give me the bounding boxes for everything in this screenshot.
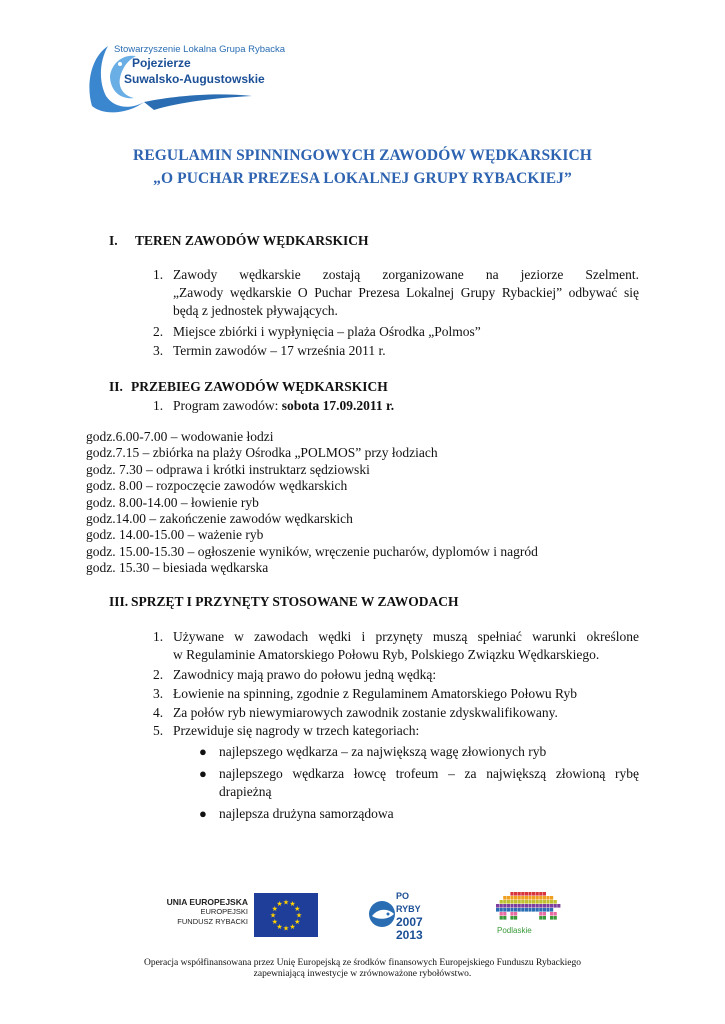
bison-tile (554, 912, 557, 916)
bison-tile (514, 892, 517, 896)
bison-tile (546, 900, 549, 904)
eu-star-icon: ★ (269, 911, 277, 920)
bison-tile (528, 904, 531, 908)
bullet-text: drapieżną (219, 784, 272, 799)
bison-tile (539, 916, 542, 920)
list-text: Za połów ryb niewymiarowych zawodnik zostanie zdyskwalifikowany. (173, 705, 558, 720)
bison-tile (554, 916, 557, 920)
list-text: Używane w zawodach wędki i przynęty muszą spełniać warunki określone (173, 629, 639, 644)
bison-tile (500, 900, 503, 904)
bullet-text: najlepszego wędkarza łowcę trofeum – za największą złowioną rybę (219, 766, 639, 781)
bison-tile (539, 892, 542, 896)
bison-tile (543, 892, 546, 896)
logo-org-text: Stowarzyszenie Lokalna Grupa Rybacka (114, 44, 286, 55)
eu-title: UNIA EUROPEJSKA (166, 897, 248, 907)
eu-flag-icon (254, 893, 318, 937)
list-number: 4. (153, 705, 164, 720)
bison-tile (521, 904, 524, 908)
bison-tile (500, 912, 503, 916)
bison-tile (510, 912, 513, 916)
bison-tile (525, 892, 528, 896)
bullet-icon: ● (199, 806, 207, 821)
document-title-line2: „O PUCHAR PREZESA LOKALNEJ GRUPY RYBACKIEJ” (153, 170, 572, 187)
schedule-item: godz. 15.00-15.30 – ogłoszenie wyników, wręczenie pucharów, dyplomów i nagród (86, 543, 538, 559)
section-1-title: TEREN ZAWODÓW WĘDKARSKICH (135, 233, 369, 248)
eu-star-icon: ★ (289, 900, 296, 909)
bison-tile (496, 904, 499, 908)
bison-tile (550, 904, 553, 908)
bison-tile (518, 900, 521, 904)
bison-tile (507, 896, 510, 900)
bison-tile (510, 892, 513, 896)
document-title-line1: REGULAMIN SPINNINGOWYCH ZAWODÓW WĘDKARSKICH (133, 147, 592, 164)
bison-tile (514, 896, 517, 900)
ryby-year-start: 2007 (396, 915, 423, 929)
bison-tile (557, 904, 560, 908)
schedule-item: godz.14.00 – zakończenie zawodów wędkarskich (86, 511, 353, 527)
bison-tile (521, 900, 524, 904)
schedule-item: godz. 15.30 – biesiada wędkarska (86, 560, 269, 576)
bison-tile (521, 896, 524, 900)
bison-tile (525, 896, 528, 900)
bison-tile (514, 912, 517, 916)
eu-star-icon: ★ (294, 918, 301, 926)
bison-tile (521, 892, 524, 896)
list-number: 3. (153, 343, 164, 358)
section-2-title: PRZEBIEG ZAWODÓW WĘDKARSKICH (131, 379, 388, 394)
bison-tile (507, 904, 510, 908)
logo-name-line1: Pojezierze (132, 56, 191, 70)
list-text: Przewiduje się nagrody w trzech kategoriach: (173, 723, 420, 738)
bison-tile (507, 908, 510, 912)
eu-fund-label (163, 897, 248, 927)
schedule-item: godz. 14.00-15.00 – ważenie ryb (86, 527, 264, 543)
eu-star-icon: ★ (282, 898, 290, 907)
section-3-heading (109, 594, 458, 610)
section-3-number: III. (109, 594, 129, 609)
footer-line-1: Operacja współfinansowana przez Unię Europejską ze środków finansowych Europejskiego Funduszu Rybackiego (143, 958, 582, 968)
bison-tile (518, 892, 521, 896)
schedule-item: godz. 8.00 – rozpoczęcie zawodów wędkarskich (86, 478, 348, 494)
bison-tile (543, 912, 546, 916)
bison-tile (536, 892, 539, 896)
ryby-year-end: 2013 (396, 928, 423, 942)
ryby-fish-icon (366, 890, 396, 934)
bison-tile (496, 908, 499, 912)
bison-tile (539, 896, 542, 900)
bison-tile (503, 896, 506, 900)
footer-line-2: zapewniającą inwestycje w zrównoważone rybołówstwo. (253, 969, 472, 979)
eu-star-icon: ★ (294, 905, 301, 913)
bison-icon (492, 888, 564, 928)
eu-star-icon: ★ (271, 918, 278, 926)
list-number: 2. (153, 667, 164, 682)
bison-tile (536, 904, 539, 908)
bison-tile (543, 900, 546, 904)
bison-tile (532, 908, 535, 912)
bison-tile (503, 908, 506, 912)
bison-tile (518, 908, 521, 912)
bison-tile (546, 904, 549, 908)
section-1-heading (109, 233, 369, 249)
bison-tile (528, 900, 531, 904)
bison-tile (507, 900, 510, 904)
list-text: będą z jednostek pływających. (173, 303, 338, 318)
podlaskie-label: Podlaskie (497, 926, 532, 935)
bison-tile (539, 900, 542, 904)
bison-tile (514, 904, 517, 908)
bison-tile (532, 900, 535, 904)
bison-tile (532, 896, 535, 900)
bison-tile (539, 912, 542, 916)
eu-star-icon: ★ (289, 922, 296, 931)
bison-tile (550, 896, 553, 900)
bison-tile (500, 908, 503, 912)
bison-tile (500, 916, 503, 920)
bullet-text: najlepszego wędkarza – za największą wagę złowionych ryb (219, 744, 547, 759)
section-2-heading (109, 379, 388, 395)
bison-tile (503, 904, 506, 908)
schedule-list (86, 429, 538, 577)
bison-tile (514, 900, 517, 904)
bison-tile (521, 908, 524, 912)
list-text: Zawody wędkarskie zostają zorganizowane na jeziorze Szelment. (173, 267, 639, 282)
bison-tile (532, 904, 535, 908)
list-number: 2. (153, 324, 164, 339)
list-number: 1. (153, 398, 164, 413)
bison-tile (503, 900, 506, 904)
bison-tile (510, 896, 513, 900)
bullet-icon: ● (199, 744, 207, 759)
bison-tile (525, 904, 528, 908)
bison-tile (550, 900, 553, 904)
section-1-number: I. (109, 233, 118, 248)
bison-tile (510, 904, 513, 908)
bison-tile (518, 904, 521, 908)
logo-name-line2: Suwalsko-Augustowskie (124, 72, 265, 86)
bison-tile (525, 908, 528, 912)
list-text: w Regulaminie Amatorskiego Połowu Ryb, Polskiego Związku Wędkarskiego. (173, 647, 600, 662)
list-number: 5. (153, 723, 164, 738)
list-text: Łowienie na spinning, zgodnie z Regulaminem Amatorskiego Połowu Ryb (173, 686, 578, 701)
bullet-icon: ● (199, 766, 207, 781)
list-number: 1. (153, 267, 164, 282)
bison-tile (528, 892, 531, 896)
section-3-title: SPRZĘT I PRZYNĘTY STOSOWANE W ZAWODACH (131, 594, 459, 609)
bison-tile (554, 900, 557, 904)
bison-tile (536, 900, 539, 904)
bison-tile (546, 896, 549, 900)
schedule-item: godz. 7.30 – odprawa i krótki instruktarz sędziowski (86, 461, 370, 477)
bison-tile (550, 908, 553, 912)
bison-tile (510, 916, 513, 920)
bullet-text: najlepsza drużyna samorządowa (219, 806, 394, 821)
schedule-item: godz.7.15 – zbiórka na plaży Ośrodka „POLMOS” przy łodziach (86, 445, 438, 461)
eu-star-icon: ★ (276, 922, 283, 931)
bison-tile (554, 904, 557, 908)
list-text: Termin zawodów – 17 września 2011 r. (173, 343, 386, 358)
bison-tile (503, 912, 506, 916)
bison-tile (536, 896, 539, 900)
eu-subtitle-1: EUROPEJSKI (200, 907, 248, 916)
eu-star-icon: ★ (282, 924, 290, 933)
bison-tile (539, 908, 542, 912)
bison-tile (510, 900, 513, 904)
bison-tile (528, 896, 531, 900)
list-number: 1. (153, 629, 164, 644)
list-text: Miejsce zbiórki i wypłynięcia – plaża Ośrodka „Polmos” (173, 324, 481, 339)
bison-tile (510, 908, 513, 912)
bison-tile (539, 904, 542, 908)
bison-tile (543, 896, 546, 900)
eu-star-icon: ★ (276, 900, 283, 909)
bison-tile (503, 916, 506, 920)
bison-tile (550, 912, 553, 916)
schedule-item: godz. 8.00-14.00 – łowienie ryb (86, 494, 259, 510)
bison-tile (546, 908, 549, 912)
bison-tile (528, 908, 531, 912)
bison-tile (514, 916, 517, 920)
eu-star-icon: ★ (271, 905, 278, 913)
eu-subtitle-2: FUNDUSZ RYBACKI (177, 917, 248, 926)
lgr-logo (84, 36, 286, 116)
schedule-item: godz.6.00-7.00 – wodowanie łodzi (86, 429, 274, 444)
ryby-label: PO RYBY (396, 891, 421, 914)
list-text: Zawodnicy mają prawo do połowu jedną wędką: (173, 667, 437, 682)
section-2-number: II. (109, 379, 123, 394)
program-label: Program zawodów: (173, 398, 282, 413)
eu-star-icon: ★ (295, 911, 303, 920)
bison-tile (514, 908, 517, 912)
bison-tile (543, 916, 546, 920)
ryby-program-logo (366, 890, 436, 940)
bison-tile (525, 900, 528, 904)
bison-tile (536, 908, 539, 912)
list-number: 3. (153, 686, 164, 701)
bison-tile (543, 904, 546, 908)
list-text: „Zawody wędkarskie O Puchar Prezesa Lokalnej Grupy Rybackiej” odbywać się (173, 285, 639, 300)
bison-tile (500, 904, 503, 908)
bison-tile (532, 892, 535, 896)
bison-tile (543, 908, 546, 912)
bison-tile (518, 896, 521, 900)
bison-tile (550, 916, 553, 920)
program-date: sobota 17.09.2011 r. (281, 398, 395, 413)
